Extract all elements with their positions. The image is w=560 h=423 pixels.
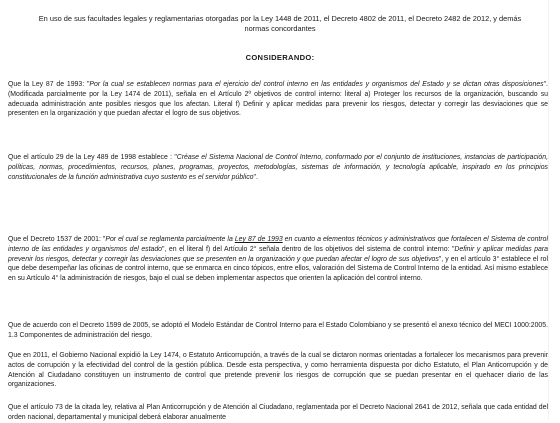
paragraph-decreto-1537 bbox=[8, 235, 548, 284]
paragraph-text: ", en el literal f) del Artículo 2° señala dentro de los objetivos del sistema de control interno: " bbox=[162, 245, 455, 253]
paragraph-text: ". bbox=[253, 173, 258, 181]
paragraph-text: Que el Decreto 1537 de 2001: " bbox=[8, 236, 106, 243]
paragraph-articulo-73: Que el artículo 73 de la citada ley, relativa al Plan Anticorrupción y de Atención al Ciudadano, reglamentada por el Decreto Nacional 2641 de 2012, señala que cada entidad del orden nacional, departamental y municipal deberá elaborar anualmente bbox=[8, 404, 548, 421]
paragraph-decreto-1599: Que de acuerdo con el Decreto 1599 de 2005, se adoptó el Modelo Estándar de Control Interno para el Estado Colombiano y se presentó el anexo técnico del MECI 1000:2005. 1.3 Componentes de administración del riesgo. bbox=[8, 322, 548, 339]
quoted-text: Créase el Sistema Nacional de Control Interno, conformado por el conjunto de instituciones, instancias de participación, políticas, normas, procedimientos, recursos, planes, programas, proyectos, metodologías, sistemas de información, y tecnología aplicable, inspirado en los principios constitucionales de la función administrativa cuyo sustento es el servidor público bbox=[8, 154, 549, 181]
intro-text: En uso de sus facultades legales y reglamentarias otorgadas por la Ley 1448 de 2011, el Decreto 4802 de 2011, el Decreto 2482 de 2012, y demás normas concordantes bbox=[38, 14, 522, 33]
section-heading: CONSIDERANDO: bbox=[245, 53, 315, 62]
quoted-text: Por la cual se establecen normas para el ejercicio del control interno en las entidades y organismos del Estado y se dictan otras disposiciones bbox=[89, 81, 544, 88]
quoted-text: Por el cual se reglamenta parcialmente la bbox=[105, 236, 235, 243]
paragraph-ley-1474: Que en 2011, el Gobierno Nacional expidió la Ley 1474, o Estatuto Anticorrupción, a través de la cual se dictaron normas orientadas a fortalecer los mecanismos para prevenir actos de corrupción y la efectividad del control de la gestión pública. Desde esta perspectiva, y como herramienta dispuesta por dicho Estatuto, el Plan Anticorrupción y de Atención al Ciudadano constituyen un instrumento de control que pretende prevenir los riesgos de corrupción que se puedan presentar en el quehacer diario de las organizaciones. bbox=[8, 352, 548, 389]
quoted-text: Definir y aplicar medidas para prevenir los riesgos, detectar y corregir las desviaciones que se presenten en la organización y que puedan afectar el logro de sus objetivos bbox=[8, 245, 548, 263]
paragraph-text: Que el artículo 29 de la Ley 489 de 1998 establece : " bbox=[8, 154, 177, 161]
paragraph-text: ", y en el artículo 3° establece el rol que debe desempeñar las oficinas de control interno, que se enmarca en cinco tópicos, entre ellos, valoración del Sistema de Control Interno de la entidad. Así mismo establece en su Artículo 4° la administración de riesgos, bajo el cual se deben implementar aspectos que orienten la aplicación del control interno. bbox=[8, 255, 548, 283]
quoted-text: en cuanto a elementos técnicos y administrativos que fortalecen el Sistema de control interno de las entidades y organismos del estado bbox=[8, 236, 548, 253]
paragraph-ley-489 bbox=[8, 153, 548, 182]
paragraph-text: Que la Ley 87 de 1993: " bbox=[8, 81, 90, 88]
quoted-underlined-text: Ley 87 de 1993 bbox=[234, 236, 283, 243]
paragraph-text: ". (Modificada parcialmente por la Ley 1474 de 2011), señala en el Artículo 2º objetivos de control interno: literal a) Proteger los recursos de la organización, buscando su adecuada administración ante posibles riesgos que los afectan. Literal f) Definir y aplicar medidas para prevenir los riesgos, detectar y corregir las desviaciones que se presenten en la organización y que puedan afectar el logro de sus objetivos. bbox=[8, 81, 548, 118]
paragraph-ley-87 bbox=[8, 80, 548, 119]
scan-edge bbox=[548, 0, 549, 420]
